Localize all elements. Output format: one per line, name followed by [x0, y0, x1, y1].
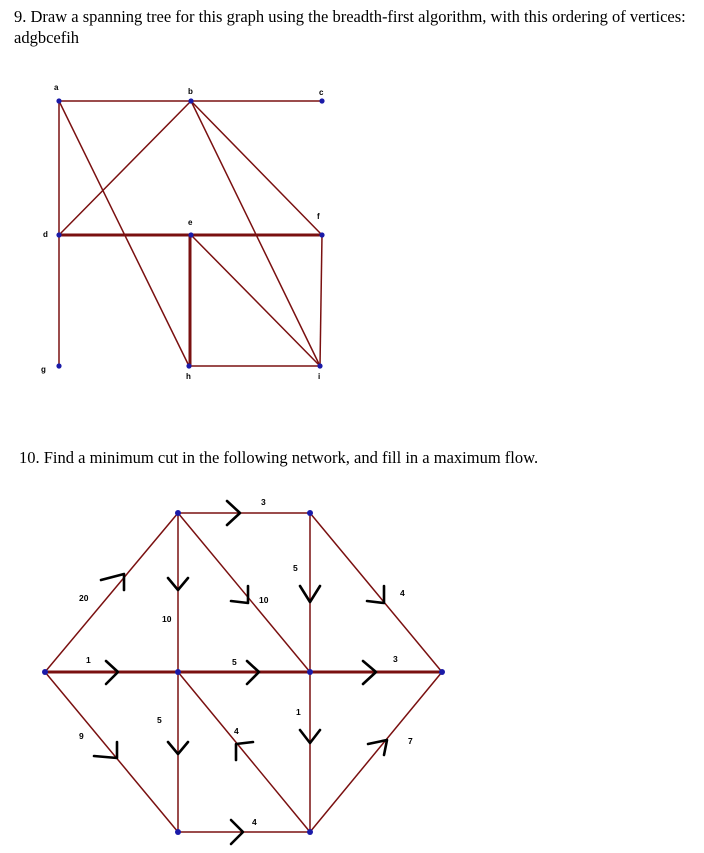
capacity-right-lower: 1 — [296, 707, 301, 717]
capacity-source-lower: 9 — [79, 731, 84, 741]
vertex-label-g: g — [41, 365, 46, 374]
capacity-top: 3 — [261, 497, 266, 507]
vertex-i — [317, 363, 322, 368]
node-bottom-right — [307, 829, 313, 835]
arrow-diagonal-lower — [236, 742, 253, 760]
vertex-label-c: c — [319, 88, 324, 97]
question-9-text: 9. Draw a spanning tree for this graph using the breadth-first algorithm, with this ordering of vertices: adgbcefih — [14, 7, 686, 47]
capacity-right-upper: 5 — [293, 563, 298, 573]
vertex-label-a: a — [54, 83, 59, 92]
node-source — [42, 669, 48, 675]
capacity-middle-right: 3 — [393, 654, 398, 664]
arrow-sink-upper — [367, 586, 384, 603]
edge-source-lower — [45, 672, 178, 832]
vertex-d — [56, 232, 61, 237]
vertex-h — [186, 363, 191, 368]
flow-network — [42, 497, 445, 844]
question-10-text: 10. Find a minimum cut in the following network, and fill in a maximum flow. — [19, 448, 539, 467]
node-sink — [439, 669, 445, 675]
edge-diagonal-upper — [178, 513, 310, 672]
vertex-a — [56, 98, 61, 103]
vertex-label-b: b — [188, 87, 193, 96]
node-center-right — [307, 669, 313, 675]
vertex-g — [56, 363, 61, 368]
edge-b-f — [191, 101, 322, 235]
edge-f-i — [320, 235, 322, 366]
vertex-f — [319, 232, 324, 237]
edge-e-i — [191, 235, 320, 366]
edge-diagonal-lower — [178, 672, 310, 832]
capacity-source-upper: 20 — [79, 593, 89, 603]
edge-sink-upper — [310, 513, 442, 672]
node-center-left — [175, 669, 181, 675]
capacity-left-lower: 5 — [157, 715, 162, 725]
capacity-left-upper: 10 — [162, 614, 172, 624]
capacity-sink-upper: 4 — [400, 588, 405, 598]
capacity-middle-center: 5 — [232, 657, 237, 667]
vertex-label-h: h — [186, 372, 191, 381]
capacity-middle-left: 1 — [86, 655, 91, 665]
vertex-label-d: d — [43, 230, 48, 239]
vertex-label-f: f — [317, 212, 320, 221]
node-top-right — [307, 510, 313, 516]
edge-source-upper — [45, 513, 178, 672]
edge-sink-lower — [310, 672, 442, 832]
vertex-label-i: i — [318, 372, 321, 381]
capacity-sink-lower: 7 — [408, 736, 413, 746]
vertex-b — [188, 98, 193, 103]
vertex-c — [319, 98, 324, 103]
edge-d-b — [59, 101, 191, 235]
vertex-label-e: e — [188, 218, 193, 227]
node-top-left — [175, 510, 181, 516]
spanning-tree-graph — [41, 83, 325, 381]
capacity-diagonal-upper: 10 — [259, 595, 269, 605]
vertex-e — [188, 232, 193, 237]
capacity-diagonal-lower: 4 — [234, 726, 239, 736]
node-bottom-left — [175, 829, 181, 835]
capacity-bottom: 4 — [252, 817, 257, 827]
